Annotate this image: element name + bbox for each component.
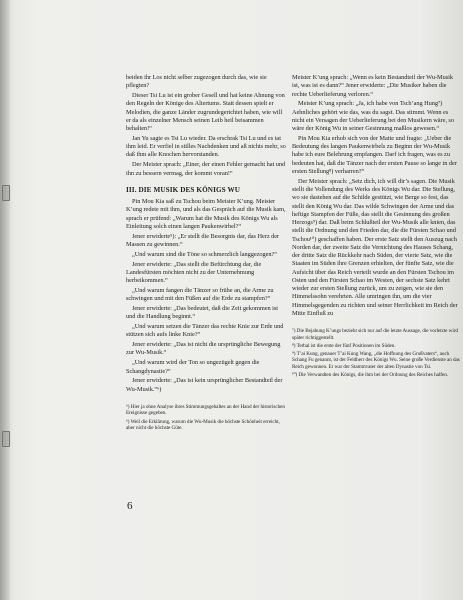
paragraph: Meister K’ung sprach: „Ja, ich habe von Tsch’ang Hung⁷) Aehnliches gehört wie das, was du sagst. Das stimmt. Wenn es nicht ein Versagen der Ueberlieferung bei den Musikern wäre, so wäre der König Wu in seiner Gesinnung maßlos gewesen.“: [292, 100, 454, 133]
footnote: ⁵) Hier ja ohne Analyse ihres Stimmungsgehaltes an der Hand der historischen Ereignisse gegeben.: [126, 403, 285, 417]
paragraph: Jener erwiderte⁵): „Er stellt die Besorgnis dar, das Herz der Massen zu gewinnen.“: [126, 232, 280, 248]
paragraph: Jener erwiderte: „Das ist nicht die ursprüngliche Bewegung zur Wu-Musik.“: [126, 341, 281, 357]
footnote: ¹⁰) Die Verwandten des Königs, die ihm bei der Ordnung des Reiches halfen.: [292, 372, 448, 379]
paragraph: „Und warum wird der Ton so ungezügelt gegen die Schangdynastie?“: [126, 359, 260, 375]
paragraph: „Und warum setzen die Tänzer das rechte Knie zur Erde und stützen sich aufs linke Knie?“: [126, 323, 284, 339]
paragraph: Meister K’ung sprach: „Wenn es kein Bestandteil der Wu-Musik ist, was ist es dann?“ Jener erwiderte: „Die Musiker haben die rechte Ueberlieferung verloren.“: [292, 74, 454, 98]
page-number: 6: [127, 500, 133, 512]
footnote: ⁷) Die Bejahung K’ungs bezieht sich nur auf die letzte Aussage, die vorletzte wird später richtiggestellt.: [292, 328, 458, 341]
paragraph: „Und warum sind die Töne so schmerzlich langgezogen?“: [132, 250, 278, 258]
paragraph: Dieser Tsi Lu ist ein grober Gesell und hat keine Ahnung von den Regeln der Könige des Altertums. Statt dessen spielt er Melodien, die ganze Länder zugrundegerichtet haben, wie will er da als einzelner Mensch seinen Leib heil beisammen behalten!“: [126, 92, 285, 133]
paragraph: Jener erwiderte: „Das stellt die Befürchtung dar, die Landesfürsten möchten nicht zu der Unternehmung herbeikommen.“: [126, 260, 262, 285]
paragraph: „Und warum fangen die Tänzer so frühe an, die Arme zu schwingen und mit den Füßen auf die Erde zu stampfen?“: [126, 286, 274, 303]
paragraph: beiden ihr Los nicht selber zugezogen durch das, wie sie pflegten?: [126, 74, 267, 90]
footnotes-right: [292, 328, 460, 379]
section-title: III. DIE MUSIK DES KÖNIGS WU: [126, 185, 241, 194]
staple-mark: [2, 431, 10, 447]
footnote: ⁸) Terbal ist die erste der fünf Positionen im Süden.: [292, 342, 396, 349]
left-column: [126, 74, 286, 433]
footnote: ⁹) T’ai Kung, genauer T’ai Kung Wang, „die Hoffnung des Großvaters“, auch Schang Fu genannt, ist der Feldherr des Königs Wu. Seine große Verdienste an das Reich gewonnen. Er war der Stammvater der alten Dynastie von Tsi.: [292, 350, 460, 370]
paragraph: Jener erwiderte: „Das ist kein ursprünglicher Bestandteil der Wu-Musik.“⁶): [126, 377, 283, 393]
paragraph: Der Meister sprach: „Einer, der einen Fehler gemacht hat und ihn zu bessern vermag, der kommt voran!“: [126, 161, 286, 177]
paragraph: Pin Mou Kia erhob sich von der Matte und fragte: „Ueber die Bedeutung des langen Paukenwirbels zu Beginn der Wu-Musik habe ich eure Belehrung empfangen. Darf ich fragen, was es zu bedeuten hat, daß die Tänzer nach der ersten Pause so lange in der ersten Stellung⁸) verharren?“: [292, 134, 457, 175]
footnote: ⁶) Weil die Erklärung, warum die Wu-Musik die höchste Schönheit erreicht, aber nicht die höchste Güte.: [126, 418, 280, 432]
right-column: [292, 74, 460, 380]
paragraph: Der Meister sprach: „Setz dich, ich will dir’s sagen. Die Musik stellt die Vollendung des Werks des Königs Wu dar. Die Stellung, wo sie dastehen auf die Schilde gestützt, wie Berge so fest, das stellt den König Wu dar. Das wilde Schwingen der Arme und das heftige Stampfen der Füße, das stellt die Gesinnung des großen Herzogs⁹) dar. Daß beim Schlußteil der Wu-Musik alle knien, das stellt die Ordnung und den Frieden dar, die die Fürsten Schao und Tschou¹⁰) geschaffen haben. Der erste Satz stellt den Auszug nach Norden dar, der zweite Satz die Vernichtung des Hauses Schang, der dritte Satz die Rückkehr nach Süden, der vierte Satz, wie die Staaten im Süden ihre Grenzen erhielten, der fünfte Satz, wie die Aufsicht über das Reich verteilt wurde an den Fürsten Tschou im Osten und den Fürsten Schao im Westen, der sechste Satz kehrt wieder zur ersten Stellung zurück, um zu zeigen, wie sie den Himmelssohn verehrten. Alle umringen ihn, um die vier Himmelsgegenden zu richten und seiner Herrlichkeit im Reich der Mitte Einfluß zu: [292, 177, 458, 317]
footnotes-left: [126, 404, 286, 432]
paragraph: Jener erwiderte: „Das bedeutet, daß die Zeit gekommen ist und die Handlung beginnt.“: [126, 305, 278, 321]
staple-mark: [2, 185, 10, 201]
binding-shadow: [0, 0, 10, 600]
paragraph: Pin Mou Kia saß zu Tschou beim Meister K’ung. Meister K’ung redete mit ihm, und als das Gespräch auf die Musik kam, sprach er prüfend: „Warum hat die Musik des Königs Wu als Einleitung solch einen langen Paukenwirbel?“: [126, 198, 286, 230]
paragraph: Jan Yu sagte es Tsi Lu wieder. Da erschrak Tsi Lu und es tat ihm leid. Er verfiel in stilles Nachdenken und aß nichts mehr, so daß ihm alle Knochen hervorstanden.: [126, 134, 286, 159]
